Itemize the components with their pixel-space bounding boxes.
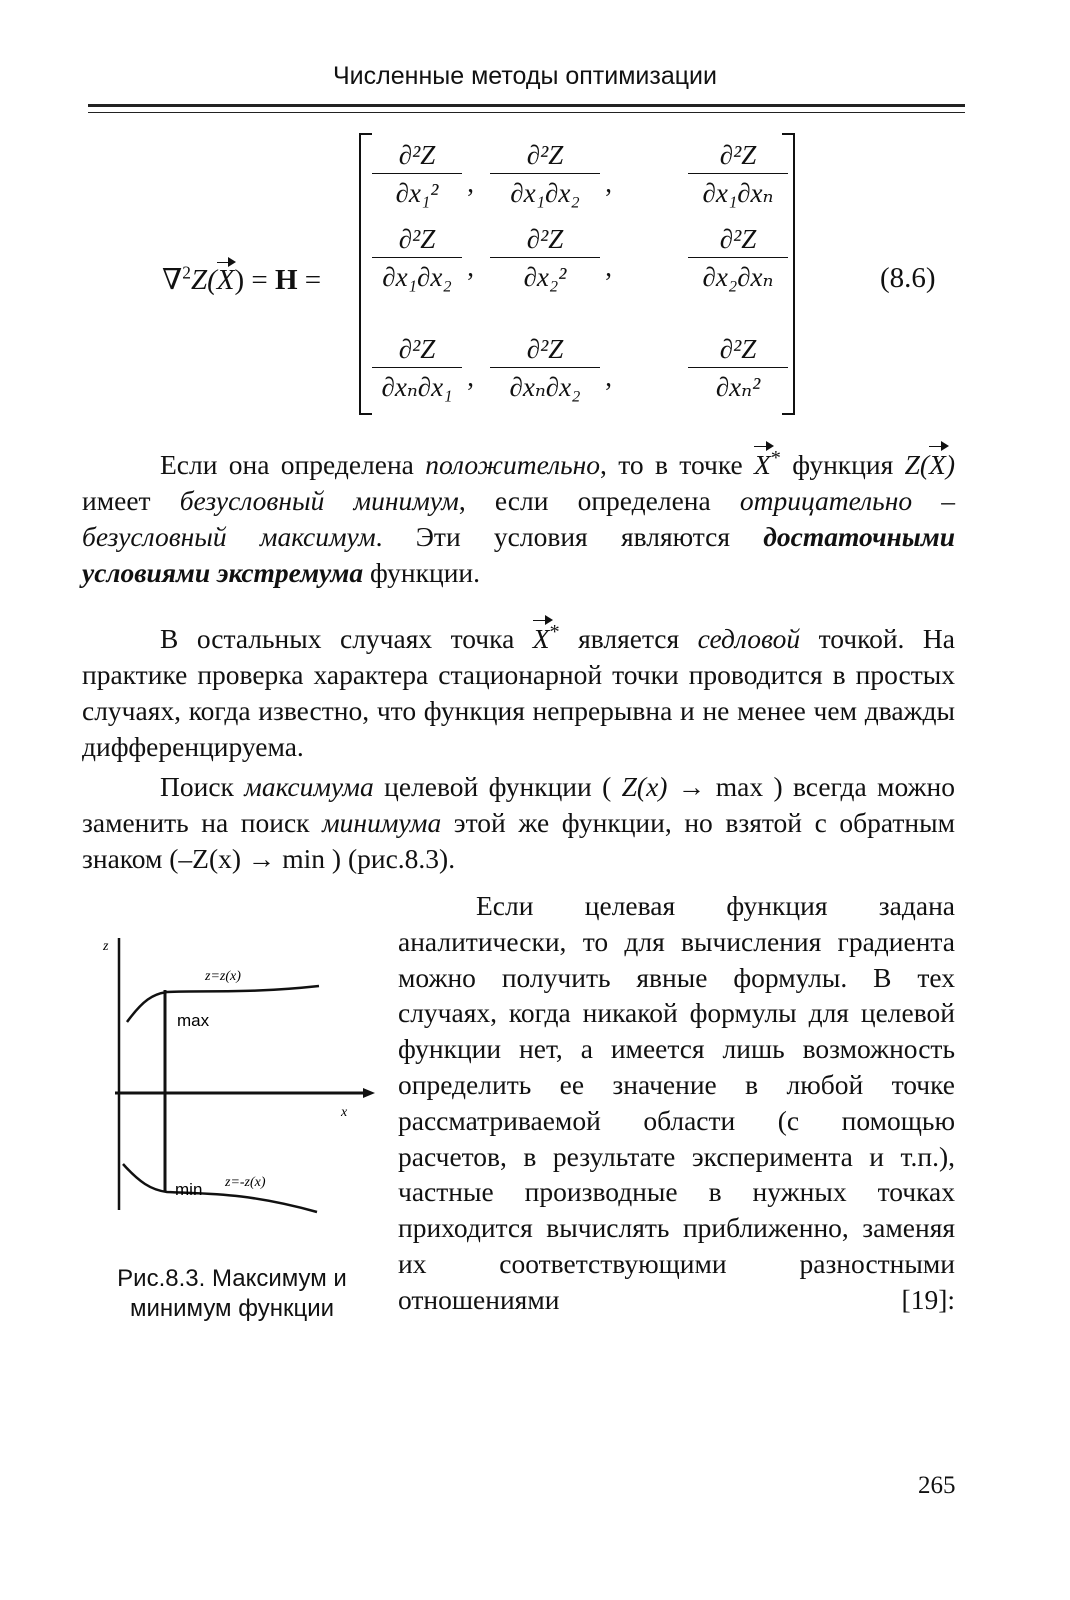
paragraph-definiteness xyxy=(82,440,955,591)
curve-neg-z xyxy=(123,1164,317,1212)
nabla-operator: ∇ xyxy=(162,264,183,296)
axis-x-label: x xyxy=(341,1105,348,1120)
matrix-numerator: ∂²Z xyxy=(526,224,564,254)
p3-minimum: минимума xyxy=(322,807,442,838)
p1-func-close: ) xyxy=(945,449,956,481)
lhs-close: ) = xyxy=(234,264,275,296)
matrix-numerator: ∂²Z xyxy=(526,334,564,364)
matrix-numerator: ∂²Z xyxy=(526,140,564,170)
p1-text-5: , если определена xyxy=(458,485,740,517)
matrix-comma: , xyxy=(605,252,612,282)
fraction-bar xyxy=(490,367,600,368)
matrix-denominator: ∂x₁∂x₂ xyxy=(382,262,452,292)
p4-last-line: разностными отношениями [19]: xyxy=(398,1247,955,1315)
matrix-numerator: ∂²Z xyxy=(398,334,436,364)
fraction-bar xyxy=(490,257,600,258)
p1-sufficient-conditions: достаточными условиями экстремума xyxy=(82,521,955,589)
p2-saddle: седловой xyxy=(697,623,801,655)
curve-neg-z-label: z=-z(x) xyxy=(225,1175,266,1190)
matrix-cell-2-3 xyxy=(688,226,788,291)
matrix-cell-1-1 xyxy=(372,140,474,208)
p1-unconditional-min: безусловный минимум xyxy=(179,485,459,517)
p3-formula: Z(x) xyxy=(621,771,668,802)
max-label: max xyxy=(177,1011,210,1030)
fraction-bar xyxy=(372,257,462,258)
matrix-denominator: ∂x₁² xyxy=(395,178,439,208)
page-number: 265 xyxy=(918,1472,956,1499)
figure-max-min xyxy=(95,920,375,1220)
p1-positive: положительно xyxy=(425,449,601,481)
lhs-function: Z( xyxy=(190,264,217,296)
p2-vector-x: X xyxy=(532,623,550,655)
equation-number: (8.6) xyxy=(880,262,936,294)
lhs-vector-x: X xyxy=(216,264,235,296)
p3-text-2: целевой функции ( xyxy=(373,771,622,802)
min-label: min xyxy=(175,1180,203,1199)
matrix-denominator: ∂x₁∂xₙ xyxy=(702,178,774,208)
paragraph-max-to-min xyxy=(82,769,955,877)
p1-text-7: функции. xyxy=(363,557,481,589)
curve-z-label: z=z(x) xyxy=(205,969,241,984)
p1-negative-max: отрицательно – безусловный максимум xyxy=(82,485,955,553)
matrix-denominator: ∂x₂² xyxy=(523,262,567,292)
p3-maximum: максимума xyxy=(244,771,374,802)
matrix-numerator: ∂²Z xyxy=(398,224,436,254)
matrix-cell-2-1 xyxy=(372,224,474,292)
caption-line-1: Рис.8.3. Максимум и xyxy=(117,1265,347,1292)
x-axis-arrow-icon xyxy=(363,1088,375,1098)
p1-vector-x: X xyxy=(754,449,771,481)
matrix-cell-3-2 xyxy=(490,334,612,402)
matrix-numerator: ∂²Z xyxy=(398,140,436,170)
p2-star: * xyxy=(549,621,560,643)
p2-text-2: является xyxy=(559,623,698,655)
p4-text: Если целевая функция задана аналитически, то для вычисления градиента можно получить явные формулы. В тех случаях, когда никакой формулы для целевой функции нет, а имеется лишь возможность определить ее значение в любой точке рассматриваемой области (с помощью расчетов, в результате эксперимента и т.п.), частные производные в нужных точках приходится вычислять приближенно, заменяя их соответствующими xyxy=(398,890,955,1279)
p1-text-2: , то в точке xyxy=(600,449,755,481)
matrix-denominator: ∂x₂∂xₙ xyxy=(702,262,774,292)
matrix-denominator: ∂xₙ∂x₁ xyxy=(381,372,453,402)
p1-text-1: Если она определена xyxy=(160,449,426,481)
matrix-denominator: ∂xₙ² xyxy=(715,372,761,402)
fraction-bar xyxy=(372,367,462,368)
matrix-numerator: ∂²Z xyxy=(719,334,757,364)
matrix-numerator: ∂²Z xyxy=(719,140,757,170)
matrix-comma: , xyxy=(605,362,612,392)
p1-text-4: имеет xyxy=(82,485,180,517)
paragraph-gradient xyxy=(398,888,955,1318)
matrix-cell-1-3 xyxy=(688,142,788,207)
fraction-bar xyxy=(688,367,788,368)
matrix-numerator: ∂²Z xyxy=(719,224,757,254)
p3-text-3: ) всегда можно заменить на поиск xyxy=(82,771,955,838)
p1-text-6: . Эти условия являются xyxy=(375,521,764,553)
paragraph-saddle xyxy=(82,614,955,765)
p1-text-3: функция xyxy=(780,449,905,481)
lhs-equals: = xyxy=(297,264,322,296)
p1-star: * xyxy=(770,447,781,469)
curve-z xyxy=(127,986,319,1022)
p2-text-1: В остальных случаях точка xyxy=(160,623,533,655)
matrix-comma: , xyxy=(605,168,612,198)
fraction-bar xyxy=(688,173,788,174)
matrix-denominator: ∂xₙ∂x₂ xyxy=(509,372,581,402)
p3-arrow-max: → max xyxy=(667,771,774,802)
matrix-cell-2-2 xyxy=(490,224,612,292)
hessian-symbol: H xyxy=(274,264,298,296)
fraction-bar xyxy=(490,173,600,174)
matrix-comma: , xyxy=(467,362,474,392)
p1-func-vector: X xyxy=(929,449,946,481)
axis-z-label: z xyxy=(103,939,109,954)
p2-text-3: точкой. На практике проверка характера стационарной точки проводится в простых случаях, когда известно, что функция непрерывна и не менее чем дважды дифференцируема. xyxy=(82,623,955,763)
figure-caption xyxy=(92,1264,372,1324)
p3-text-1: Поиск xyxy=(160,771,245,802)
matrix-cell-3-1 xyxy=(372,334,474,402)
matrix-comma: , xyxy=(467,252,474,282)
running-header: Численные методы оптимизации xyxy=(333,62,717,90)
matrix-cell-3-3 xyxy=(688,336,788,401)
caption-line-2: минимум функции xyxy=(129,1295,335,1322)
matrix-cell-1-2 xyxy=(490,140,612,208)
p3-text-4: этой же функции, но взятой с обратным знаком (–Z(x) → min ) (рис.8.3). xyxy=(82,807,955,874)
fraction-bar xyxy=(688,257,788,258)
matrix-denominator: ∂x₁∂x₂ xyxy=(510,178,580,208)
nabla-power: 2 xyxy=(182,262,191,283)
fraction-bar xyxy=(372,173,462,174)
matrix-comma: , xyxy=(467,168,474,198)
p1-func: Z( xyxy=(904,449,930,481)
